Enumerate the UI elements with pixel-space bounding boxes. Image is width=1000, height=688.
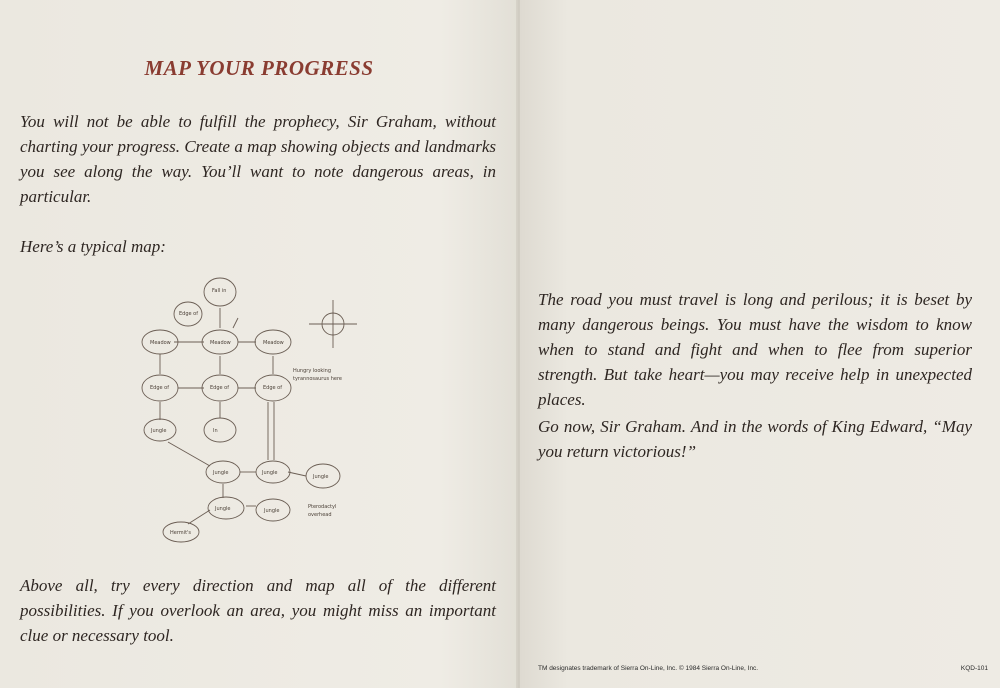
right-page — [520, 0, 1000, 688]
road-paragraph: The road you must travel is long and perilous; it is beset by many dangerous beings. You must have the wisdom to know when to stand and fight and when to flee from superior strength. But take heart—you may receive help in unexpected places. — [538, 290, 972, 409]
intro-paragraph: You will not be able to fulfill the prophecy, Sir Graham, without charting your progress. Create a map showing objects and landmarks you see along the way. You’ll want to note dangerous areas, in particular. — [20, 112, 496, 206]
document-code: KQD-101 — [960, 665, 988, 672]
svg-text:Edge of: Edge of — [210, 385, 229, 391]
svg-text:overhead: overhead — [308, 512, 332, 518]
svg-text:Jungle: Jungle — [213, 470, 229, 476]
svg-text:Meadow: Meadow — [263, 340, 284, 346]
map-drawing — [128, 262, 378, 552]
typical-map-sketch — [128, 262, 378, 552]
svg-text:Edge of: Edge of — [150, 385, 169, 391]
svg-text:Fall in: Fall in — [212, 288, 227, 294]
svg-text:Hungry looking: Hungry looking — [293, 368, 332, 374]
svg-text:Pterodactyl: Pterodactyl — [308, 504, 337, 510]
closing-paragraph: Above all, try every direction and map all of the different possibilities. If you overlook an area, you might miss an important clue or necessary tool. — [20, 576, 496, 645]
svg-text:In: In — [213, 428, 218, 434]
svg-text:Jungle: Jungle — [313, 474, 329, 480]
svg-text:Meadow: Meadow — [210, 340, 231, 346]
page-title: MAP YOUR PROGRESS — [144, 56, 374, 80]
svg-text:Jungle: Jungle — [215, 506, 231, 512]
svg-text:Meadow: Meadow — [150, 340, 171, 346]
farewell-paragraph: Go now, Sir Graham. And in the words of King Edward, “May you return victorious!” — [538, 417, 972, 461]
svg-text:Jungle: Jungle — [264, 508, 280, 514]
svg-text:Jungle: Jungle — [151, 428, 167, 434]
svg-text:Edge of: Edge of — [263, 385, 282, 391]
trademark-notice: TM designates trademark of Sierra On-Line, Inc. © 1984 Sierra On-Line, Inc. — [538, 665, 759, 672]
svg-text:tyrannosaurus here: tyrannosaurus here — [293, 376, 342, 382]
map-intro-paragraph: Here’s a typical map: — [20, 237, 166, 256]
svg-text:Hermit's: Hermit's — [170, 530, 192, 536]
svg-text:Jungle: Jungle — [262, 470, 278, 476]
svg-text:Edge of: Edge of — [179, 311, 198, 317]
